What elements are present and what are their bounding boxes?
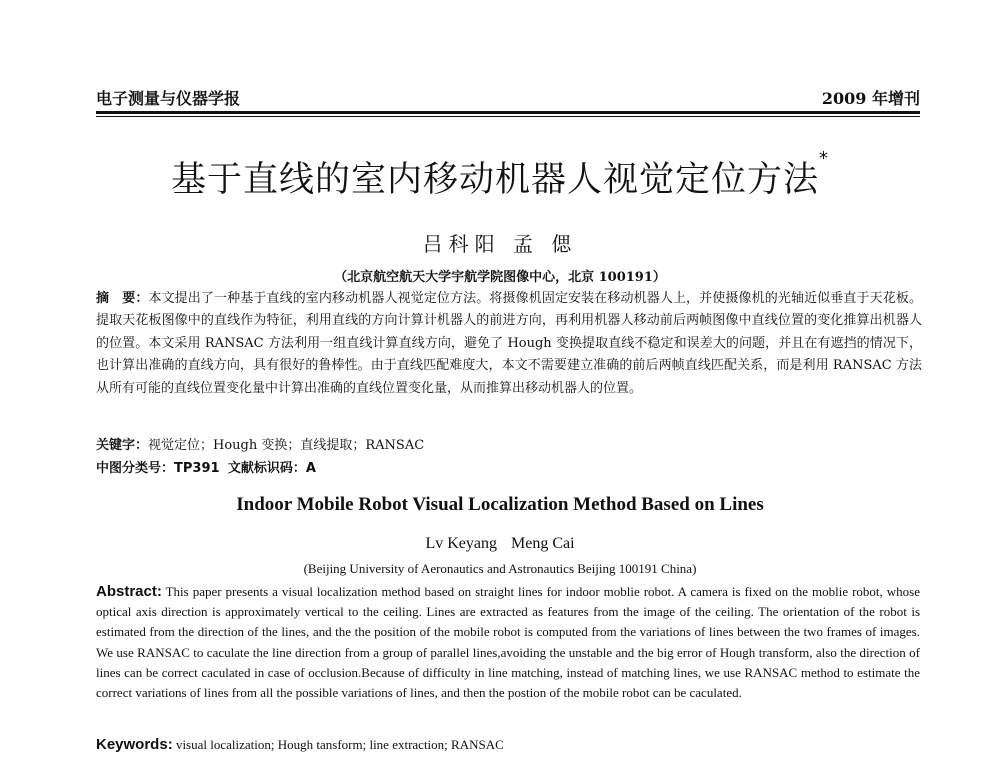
abstract-en	[96, 582, 920, 703]
classification-line	[96, 458, 922, 480]
keywords-cn	[96, 435, 922, 457]
doc-code-label: 文献标识码：	[227, 461, 306, 476]
keywords-cn-text: 视觉定位；Hough 变换；直线提取；RANSAC	[148, 438, 425, 453]
abstract-cn	[96, 288, 922, 400]
keywords-cn-label: 关键字：	[96, 438, 149, 453]
authors-en	[0, 535, 1000, 553]
header-rule-thin	[96, 116, 920, 117]
classification-value: TP391	[174, 461, 220, 476]
header-rule-thick	[96, 111, 920, 114]
abstract-en-label: Abstract:	[96, 583, 162, 600]
doc-code-value: A	[305, 461, 316, 476]
issue-label: 2009 年增刊	[821, 89, 920, 108]
journal-name: 电子测量与仪器学报	[96, 89, 241, 108]
abstract-cn-text: 本文提出了一种基于直线的室内移动机器人视觉定位方法。将摄像机固定安装在移动机器人上，并使摄像机的光轴近似垂直于天花板。提取天花板图像中的直线作为特征，利用直线的方向计算计机器人的前进方向，再利用机器人移动前后两帧图像中直线位置的变化推算出机器人的位置。本文采用 RANSAC 方法利用一组直线计算直线方向，避免了 Hough 变换提取直线不稳定和误差大的问题，并且在有遮挡的情况下，也计算出准确的直线方向，具有很好的鲁棒性。由于直线匹配难度大，本文不需要建立准确的前后两帧直线匹配关系，而是利用 RANSAC 方法从所有可能的直线位置变化量中计算出准确的直线位置变化量，从而推算出移动机器人的位置。	[96, 291, 922, 396]
keywords-en-text: visual localization; Hough tansform; line extraction; RANSAC	[175, 737, 504, 752]
author-en-1: Lv Keyang	[425, 535, 497, 552]
affiliation-en: (Beijing University of Aeronautics and Astronautics Beijing 100191 China)	[303, 561, 697, 576]
abstract-en-text: This paper presents a visual localization method based on straight lines for indoor moblie robot. A camera is fixed on the moblie robot, whose optical axis direction is approximately vertical to the ceiling. Lines are extracted as features from the image of the ceiling. The orientation of the robot is estimated from the direction of the lines, and the the position of the mobile robot is computed from the variations of lines between the two frames of images. We use RANSAC to caculate the line direction from a group of parallel lines,avoiding the unstable and the big error of Hough transform, also the direction of lines can be correct caculated in case of occlusion.Because of difficulty in line matching, instead of matching lines, we use RANSAC method to estimate the correct variations of lines from all the possible variations of lines, and then the postion of the mobile robot can be caculated.	[96, 584, 920, 701]
keywords-en	[96, 735, 920, 755]
author-en-2: Meng Cai	[510, 535, 575, 552]
authors-cn: 吕科阳 孟 偲	[422, 232, 578, 256]
keywords-en-label: Keywords:	[96, 736, 173, 753]
classification-label: 中图分类号：	[96, 461, 175, 476]
affiliation-cn: （北京航空航天大学宇航学院图像中心，北京 100191）	[334, 270, 666, 285]
title-footnote-mark: *	[819, 148, 829, 169]
abstract-cn-label: 摘 要：	[96, 291, 149, 306]
paper-title-en: Indoor Mobile Robot Visual Localization Method Based on Lines	[236, 494, 764, 515]
title-cn-text: 基于直线的室内移动机器人视觉定位方法	[170, 160, 819, 200]
paper-title-cn	[0, 148, 1000, 202]
running-header	[96, 84, 920, 108]
